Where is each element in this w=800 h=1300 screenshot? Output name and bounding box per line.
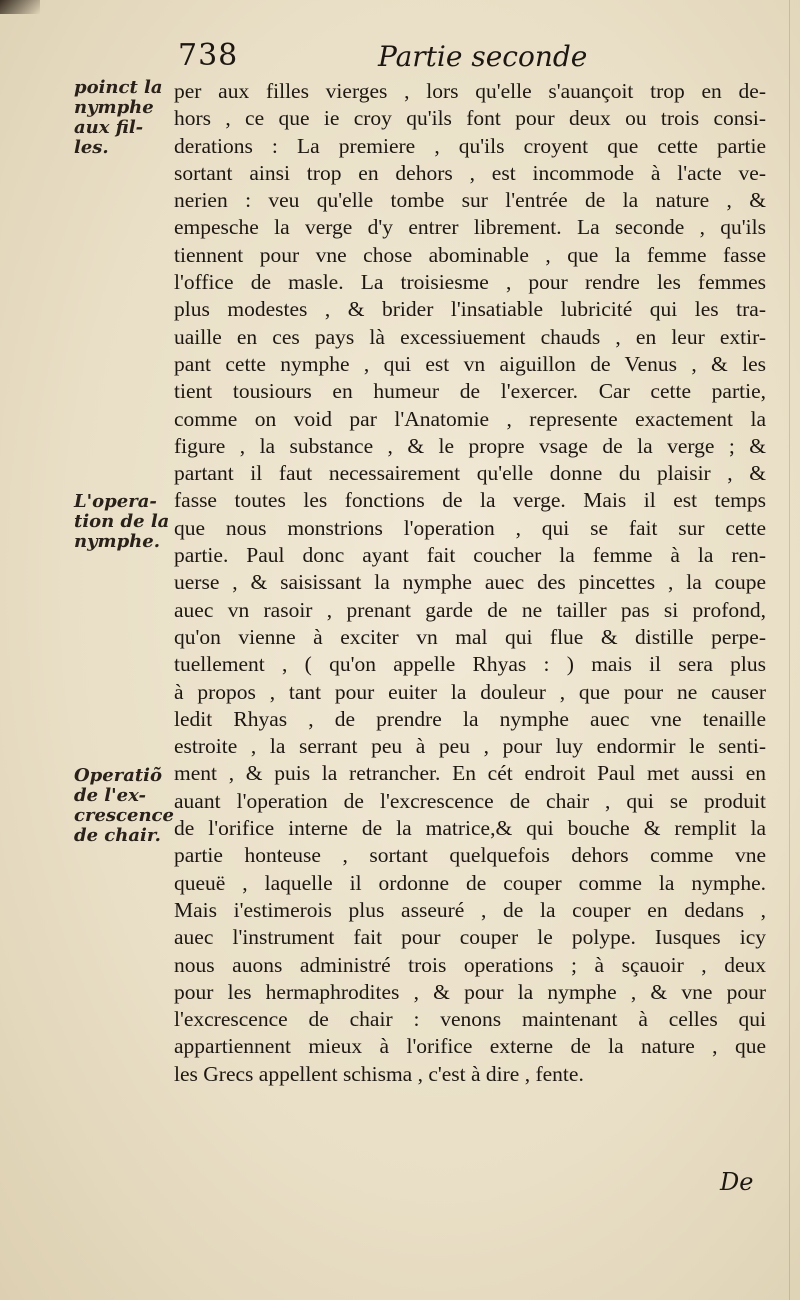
margin-note-line: L'opera- <box>74 491 157 512</box>
text-line: partie honteuse , sortant quelquefois dehors comme vne <box>174 843 766 868</box>
text-line: auant l'operation de l'excrescence de chair , qui se produit <box>174 788 766 813</box>
margin-note-line: de chair. <box>74 825 161 846</box>
text-line: fasse toutes les fonctions de la verge. Mais il est temps <box>174 488 766 513</box>
margin-note-line: crescence <box>74 805 174 826</box>
text-line: empesche la verge d'y entrer librement. La seconde , qu'ils <box>174 215 766 240</box>
margin-note-line: Operatiõ <box>74 765 163 786</box>
margin-note-operation-nymphe <box>74 492 174 552</box>
text-line: hors , ce que ie croy qu'ils font pour deux ou trois consi- <box>174 106 766 131</box>
text-line: nerien : veu qu'elle tombe sur l'entrée de la nature , & <box>174 188 766 213</box>
text-line: partie. Paul donc ayant fait coucher la femme à la ren- <box>174 543 766 568</box>
text-line: de l'orifice interne de la matrice,& qui bouche & remplit la <box>174 816 766 841</box>
text-line: tuellement , ( qu'on appelle Rhyas : ) mais il sera plus <box>174 652 766 677</box>
text-line: partant il faut necessairement qu'elle donne du plaisir , & <box>174 461 766 486</box>
margin-note-line: tion de la <box>74 511 170 532</box>
margin-note-line: de l'ex- <box>74 785 146 806</box>
text-line: à propos , tant pour euiter la douleur , que pour ne causer <box>174 679 766 704</box>
text-line: pant cette nymphe , qui est vn aiguillon de Venus , & les <box>174 351 766 376</box>
text-line: queuë , laquelle il ordonne de couper comme la nymphe. <box>174 870 766 895</box>
margin-note-nymphe-aux-filles <box>74 78 174 158</box>
margin-note-line: nymphe <box>74 97 154 118</box>
text-line: estroite , la serrant peu à peu , pour luy endormir le senti- <box>174 734 766 759</box>
text-line: sortant ainsi trop en dehors , est incommode à l'acte ve- <box>174 160 766 185</box>
text-line: les Grecs appellent schisma , c'est à dire , fente. <box>174 1061 584 1086</box>
text-line: pour les hermaphrodites , & pour la nymphe , & vne pour <box>174 979 766 1004</box>
margin-note-line: aux fil- <box>74 117 144 138</box>
margin-note-line: les. <box>74 137 109 158</box>
margin-notes <box>74 78 174 938</box>
page-fold-line <box>789 0 790 1300</box>
margin-note-line: poinct la <box>74 77 163 98</box>
text-line: qu'on vienne à exciter vn mal qui flue & distille perpe- <box>174 624 766 649</box>
page-number: 738 <box>178 38 239 73</box>
text-line: nous auons administré trois operations ; à sçauoir , deux <box>174 952 766 977</box>
text-line: tient tousiours en humeur de l'exercer. Car cette partie, <box>174 379 766 404</box>
margin-note-operation-excrescence <box>74 766 174 846</box>
text-line: uerse , & saisissant la nymphe auec des pincettes , la coupe <box>174 570 766 595</box>
text-line: l'excrescence de chair : venons maintenant à celles qui <box>174 1007 766 1032</box>
text-line: que nous monstrions l'operation , qui se fait sur cette <box>174 515 766 540</box>
text-line: Mais i'estimerois plus asseuré , de la couper en dedans , <box>174 897 766 922</box>
text-line: appartiennent mieux à l'orifice externe de la nature , que <box>174 1034 766 1059</box>
text-line: tiennent pour vne chose abominable , que la femme fasse <box>174 242 766 267</box>
text-line: auec l'instrument fait pour couper le polype. Iusques icy <box>174 925 766 950</box>
text-line: derations : La premiere , qu'ils croyent que cette partie <box>174 133 766 158</box>
text-line: figure , la substance , & le propre vsage de la verge ; & <box>174 433 766 458</box>
text-line: comme on void par l'Anatomie , represente exactement la <box>174 406 766 431</box>
page-corner-shadow <box>0 0 40 14</box>
catchword: De <box>720 1168 754 1196</box>
text-line: plus modestes , & brider l'insatiable lubricité qui les tra- <box>174 297 766 322</box>
page-header <box>178 38 598 78</box>
text-line: ledit Rhyas , de prendre la nymphe auec vne tenaille <box>174 706 766 731</box>
text-line: ment , & puis la retrancher. En cét endroit Paul met aussi en <box>174 761 766 786</box>
margin-note-line: nymphe. <box>74 531 160 552</box>
text-line: l'office de masle. La troisiesme , pour rendre les femmes <box>174 270 766 295</box>
running-title: Partie seconde <box>378 40 588 73</box>
text-line: uaille en ces pays là excessiuement chauds , en leur extir- <box>174 324 766 349</box>
text-line: per aux filles vierges , lors qu'elle s'auançoit trop en de- <box>174 79 766 103</box>
text-line: auec vn rasoir , prenant garde de ne tailler pas si profond, <box>174 597 766 622</box>
body-text <box>174 78 766 1088</box>
